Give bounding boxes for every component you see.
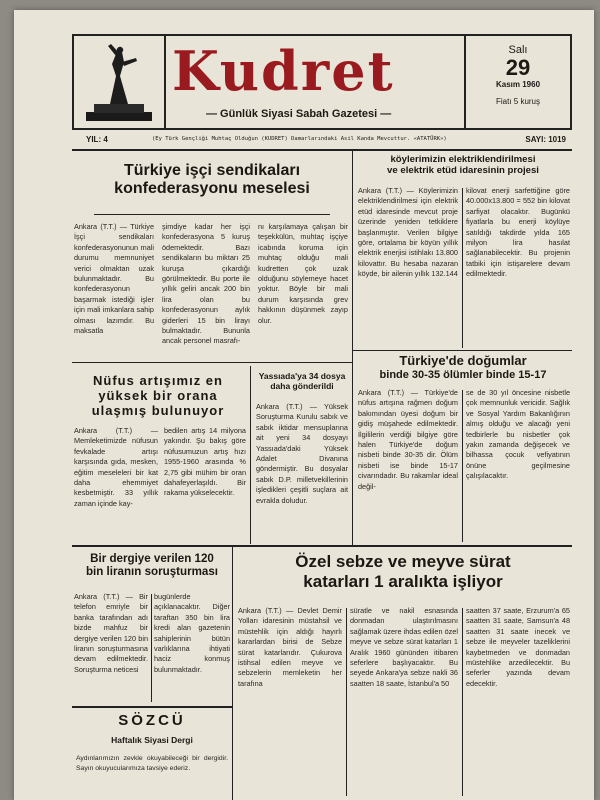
newspaper-subtitle: — Günlük Siyasi Sabah Gazetesi —	[206, 108, 392, 120]
sendika-rule	[94, 214, 330, 215]
dergi-col-rule	[151, 594, 152, 702]
sendika-col-3: nı karşılamaya çalışan bir teşekkülün, muhtaç işçiye icabında koruma için muhtaç olduğu mali kudretten çok uzak olduğunu söylemeye hacet yoktur. Böyle bir mali durum karşısında grev hakkının düşünmek zayıp olur.	[258, 222, 348, 325]
dergi-bottom-rule	[72, 706, 232, 708]
issue-number: SAYI: 1019	[525, 135, 566, 144]
nufus-yassiada-rule	[250, 366, 251, 544]
koyler-col-1: Ankara (T.T.) — Köylerimizin elektriklendirilmesi için elektrik etüd idaresinde mevcut proje üzerinde yeniden tetkiklere başlanmıştır. Verilen bilgiye göre, ortalama bir köyün yıllık elektrik enerjisi istihlakı 13.800 kilovattır. Bu hesaba nazaran köyde, bir ailenin yıllık 132.144	[358, 186, 458, 279]
issue-info-bar	[72, 132, 572, 148]
ataturk-motto: (Ey Türk Gençliği Muhtaç Olduğun (KUDRET) Damarlarındaki Asil Kanda Mevcuttur. «ATATÜRK»)	[152, 136, 447, 142]
sendika-col-1: Ankara (T.T.) — Türkiye İşçi sendikaları konfederasyonunun mali durumu memnuniyet verici olmaktan uzak bulunmaktadır. Bu konfederasyonun başarmak istediği işler için mali imkanlara sahip olması lazımdır. Bu maksatla	[74, 222, 154, 336]
dogum-col-rule	[462, 390, 463, 542]
column-rule-lower	[232, 545, 233, 800]
dogum-col-2: se de 30 yıl öncesine nisbetle çok memnunluk vericidir. Sağlık ve Sosyal Yardım Bakanlığının almış olduğu ve alacağı yeni tedbirlerle bu nisbetler çok yakın zamanda değişecek ve bilhassa çocuk vefiyatının önüne geçilmesine çalışılacaktır.	[466, 388, 570, 481]
newspaper-page	[14, 10, 594, 800]
issue-month-year: Kasım 1960	[495, 80, 541, 89]
headline-sendika: Türkiye işçi sendikaları konfederasyonu meselesi	[114, 162, 310, 198]
yassiada-body: Ankara (T.T.) — Yüksek Soruşturma Kurulu sabık ve sabık iktidar mensuplarına ait yeni 34 dosyayı Yassıada'daki Yüksek Adalet Divanına göndermiştir. Bu dosyalar sabık D.P. milletvekillerinin işledikleri çeşitli suçlara ait evrakla doludur.	[256, 402, 348, 505]
dogum-col-1: Ankara (T.T.) — Türkiye'de nüfus artışına rağmen doğum bakımından üyesi doğum bir gidiş müşahede edilmektedir. İlgililerin verdiği bilgiye göre halen Türkiye'de doğum nisbeti binde 30-35 dir. Ölüm nisbeti ise binde 15-17 civarındadır. Bu rakamlar ideal değil-	[358, 388, 458, 491]
sebze-col-rule-2	[462, 608, 463, 796]
koyler-col-2: kilovat enerji sarfettiğine göre 40.000x13.800 = 552 bin kilovat sarfiyat olacaktır. Bugünkü fiyatlarla bu enerji köylüye satıldığı takdirde yılda 165 milyon lira hasılat sağlanabilecektir. Bu projenin tatbiki için istişarelere devam edilmektedir.	[466, 186, 570, 279]
headline-koyler: köylerimizin elektriklendirilmesi ve elektrik etüd idaresinin projesi	[387, 154, 539, 177]
sebze-col-3: saatten 37 saate, Erzurum'a 65 saatten 31 saate, Samsun'a 48 saatten 31 saate inecek ve sebze ile meyveler tazeliklerini kaybetmeden ve donmadan müstehlike arzedilecektir. Bu seferler yazında devam edecektir.	[466, 606, 570, 688]
sebze-col-2: süratle ve nakil esnasında donmadan ulaştırılmasını sağlamak üzere ihdas edilen özel meyve ve sebze sürat katarları 1 Aralık 1960 gününden itibaren seferlere başlıyacaktır. Bu seyede Ankara'ya sebze nakli 36 saatten 18 saate, İstanbul'a 50	[350, 606, 458, 688]
newspaper-title: Kudret	[172, 39, 395, 103]
column-rule-main	[352, 151, 353, 545]
headline-dogum: Türkiye'de doğumlar binde 30-35 ölümler binde 15-17	[379, 353, 547, 381]
sendika-col-2: şimdiye kadar her işçi konfederasyona 5 kuruş ödemektedir. Bazı sendikaların bu miktarı 25 kuruşa çıkardığı görülmektedir. Bu porte ile yıllık geliri ancak 200 bin lira olan bu konfederasyonun aylık giderleri 15 bin lirayı bulmaktadır. Bununla ancak personel masrafı-	[162, 222, 250, 346]
dergi-col-1: Ankara (T.T.) — Bir telefon emriyle bir banka tarafından adı bizde mahfuz bir dergiye verilen 120 bin liranın soruşturmasına devam edilmektedir. Soruşturma neticesi	[74, 592, 148, 674]
nufus-col-1: Ankara (T.T.) — Memleketimizde nüfusun fevkalade artışı karşısında gıda, mesken, eğitim meseleleri bir kat daha ehemmiyet kesbetmiştir. 33 yıllık zaman içinde kay-	[74, 426, 158, 508]
issue-date-number: 29	[505, 55, 531, 80]
headline-sebze: Özel sebze ve meyve sürat katarları 1 aralıkta işliyor	[295, 552, 511, 591]
sozcu-subtitle: Haftalık Siyasi Dergi	[111, 735, 193, 745]
issue-day: Salı	[508, 44, 528, 56]
year-label: YIL: 4	[86, 135, 108, 144]
mid-page-rule	[72, 545, 572, 547]
headline-yassiada: Yassıada'ya 34 dosya daha gönderildi	[258, 371, 346, 391]
sozcu-title: SÖZCÜ	[118, 712, 186, 729]
nufus-col-2: bedilen artış 14 milyona yakındır. Şu bakış göre nüfusumuzun artış hızı 1955-1960 arasında % 2,75 gibi mühim bir oran dahafeyerlaşıldı. Bir rakama yükselecektir.	[164, 426, 246, 498]
koyler-col-rule	[462, 188, 463, 348]
sebze-col-rule-1	[346, 608, 347, 796]
sendika-bottom-rule	[72, 362, 352, 363]
koyler-bottom-rule	[352, 350, 572, 351]
masthead-bottom-rule	[72, 149, 572, 151]
headline-dergi: Bir dergiye verilen 120 bin liranın soruşturması	[85, 552, 219, 579]
headline-nufus: Nüfus artışımız en yüksek bir orana ulaşmış bulunuyor	[91, 373, 225, 418]
masthead-divider-left	[164, 36, 166, 128]
date-box	[466, 38, 570, 128]
sebze-col-1: Ankara (T.T.) — Devlet Demir Yolları idaresinin müstahsil ve müstehlik için aldığı hayırlı kararlardan birisi de Sebze sürat katarlarıdır. Çukurova istihsal edilen meyve ve sebzelerin memleketin her tarafına	[238, 606, 342, 688]
dergi-col-2: bugünlerde açıklanacaktır. Diğer taraftan 350 bin lira kredi alan gazetenin sahiplerinin bütün varlıklarına ihtiyati haciz konmuş bulunmaktadır.	[154, 592, 230, 674]
statue-logo-icon	[80, 42, 160, 124]
sozcu-body: Aydınlarımızın zevkle okuyabileceği bir dergidir. Sayın okuyucularımıza tavsiye ederiz.	[76, 755, 228, 773]
issue-price: Fiatı 5 kuruş	[495, 97, 540, 106]
